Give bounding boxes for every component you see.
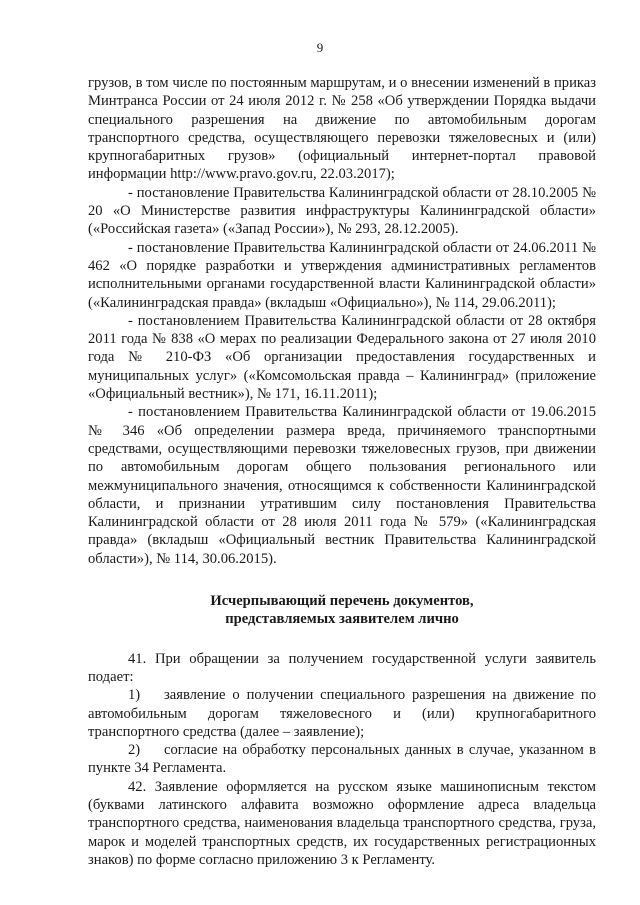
paragraph-resolution-838: - постановлением Правительства Калининградской области от 28 октября 2011 года № 838 «О мерах по реализации Федерального закона от 27 июля 2010 года № 210-ФЗ «Об организации предоставления государственных и муниципальных услуг» («Комсомольская правда – Калининград» (приложение «Официальный вестник»), № 171, 16.11.2011);: [88, 312, 596, 403]
section-heading-line-1: Исчерпывающий перечень документов,: [210, 593, 474, 610]
list-item-number: 1): [128, 687, 141, 704]
paragraph-resolution-462: - постановление Правительства Калининградской области от 24.06.2011 № 462 «О порядке разработки и утверждения административных регламентов исполнительными органами государственной власти Калининградской области» («Калининградская правда» (вкладыш «Официально»), № 114, 29.06.2011);: [88, 239, 596, 311]
document-body: [88, 74, 596, 869]
list-item-text: заявление о получении специального разрешения на движение по автомобильным дорогам тяжеловесного и (или) крупногабаритного транспортного средства (далее – заявление);: [88, 687, 596, 740]
paragraph-resolution-20: - постановление Правительства Калининградской области от 28.10.2005 № 20 «О Министерстве развития инфраструктуры Калининградской области» («Российская газета» («Запад России»), № 293, 28.12.2005).: [88, 184, 596, 238]
clause-42: 42. Заявление оформляется на русском языке машинописным текстом (буквами латинского алфавита возможно оформление адреса владельца транспортного средства, наименования владельца транспортного средства, груза, марок и моделей транспортных средств, их государственных регистрационных знаков) по форме согласно приложению 3 к Регламенту.: [88, 778, 596, 868]
list-item-number: 2): [128, 742, 141, 759]
list-item-text: согласие на обработку персональных данных в случае, указанном в пункте 34 Регламента.: [88, 742, 596, 777]
clause-41: 41. При обращении за получением государственной услуги заявитель подает:: [88, 650, 596, 685]
paragraph-resolution-346: - постановлением Правительства Калининградской области от 19.06.2015 № 346 «Об определении размера вреда, причиняемого транспортными средствами, осуществляющими перевозки тяжеловесных грузов, при движении по автомобильным дорогам общего пользования регионального или межмуниципального значения, относящимся к собственности Калининградской области, и признании утратившим силу постановления Правительства Калининградской области от 28 июля 2011 года № 579» («Калининградская правда» (вкладыш «Официальный вестник Правительства Калининградской области»), № 114, 30.06.2015).: [88, 404, 596, 567]
page-number: 9: [316, 40, 324, 55]
section-heading: [88, 592, 596, 629]
list-item: [88, 741, 596, 778]
paragraph-continuation: грузов, в том числе по постоянным маршрутам, и о внесении изменений в приказ Минтранса России от 24 июля 2012 г. № 258 «Об утверждении Порядка выдачи специального разрешения на движение по автомобильным дорогам транспортного средства, осуществляющего перевозки тяжеловесных и (или) крупногабаритных грузов» (официальный интернет-портал правовой информации http://www.pravo.gov.ru, 22.03.2017);: [88, 75, 596, 183]
list-item: [88, 686, 596, 741]
section-heading-line-2: представляемых заявителем лично: [225, 611, 459, 628]
